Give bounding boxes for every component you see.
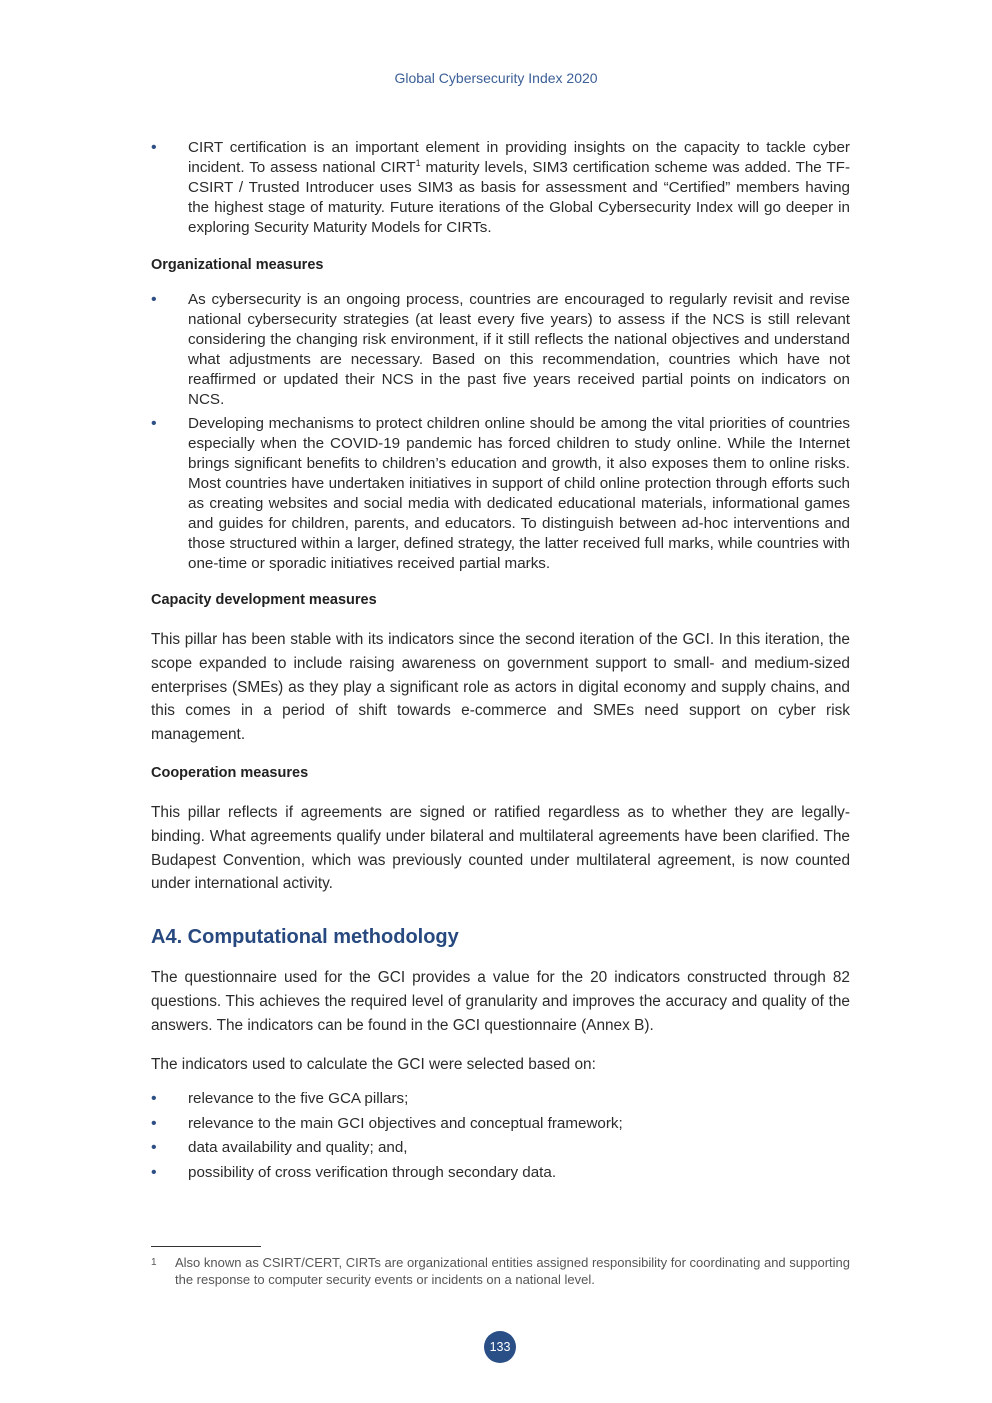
bullet-text: data availability and quality; and,	[188, 1139, 408, 1157]
footnote	[151, 1254, 850, 1288]
methodology-paragraph-1: The questionnaire used for the GCI provides a value for the 20 indicators constructed through 82 questions. This achieves the required level of granularity and improves the accuracy and quality of the answers. The indicators can be found in the GCI questionnaire (Annex B).	[151, 969, 850, 1034]
technical-bullet-list	[151, 138, 850, 238]
bullet-text: relevance to the five GCA pillars;	[188, 1090, 409, 1108]
cooperation-paragraph: This pillar reflects if agreements are signed or ratified regardless as to whether they are legally-binding. What agreements qualify under bilateral and multilateral agreements have been clarified. The Budapest Convention, which was previously counted under multilateral agreement, is now counted under international activity.	[151, 803, 850, 893]
capacity-paragraph: This pillar has been stable with its indicators since the second iteration of the GCI. In this iteration, the scope expanded to include raising awareness on government support to small- and medium-sized enterprises (SMEs) as they play a significant role as actors in digital economy and supply chains, and this comes in a period of shift towards e-commerce and SMEs need support on cyber risk management.	[151, 631, 850, 744]
bullet-icon: •	[151, 1139, 157, 1157]
bullet-icon: •	[151, 1163, 157, 1181]
capacity-heading: Capacity development measures	[151, 592, 377, 608]
section-title: A4. Computational methodology	[151, 926, 459, 949]
bullet-icon: •	[151, 291, 157, 308]
list-item	[151, 1114, 850, 1134]
bullet-text-part1: CIRT certification is an important element in providing insights on the capacity to tackle cyber incident. To assess national CIRT	[188, 139, 850, 176]
bullet-icon: •	[151, 139, 157, 156]
bullet-icon: •	[151, 415, 157, 432]
list-item	[151, 290, 850, 410]
methodology-paragraph-2: The indicators used to calculate the GCI were selected based on:	[151, 1055, 596, 1073]
list-item	[151, 1138, 850, 1158]
organizational-heading: Organizational measures	[151, 257, 324, 273]
footnote-ref[interactable]: 1	[415, 157, 421, 168]
methodology-bullet-list	[151, 1089, 850, 1183]
organizational-bullet-list	[151, 290, 850, 574]
page-content	[151, 138, 850, 1187]
footnote-divider	[151, 1246, 261, 1247]
footnote-text: Also known as CSIRT/CERT, CIRTs are organizational entities assigned responsibility for coordinating and supporting the response to computer security events or incidents on a national level.	[175, 1255, 850, 1287]
page-number-badge: 133	[484, 1331, 516, 1363]
list-item	[151, 138, 850, 238]
list-item	[151, 1089, 850, 1109]
list-item	[151, 414, 850, 574]
cooperation-heading: Cooperation measures	[151, 764, 309, 781]
bullet-text: Developing mechanisms to protect children online should be among the vital priorities of countries especially when the COVID-19 pandemic has forced children to study online. While the Internet brings significant benefits to children’s education and growth, it also exposes them to online risks. Most countries have undertaken initiatives in support of child online protection through efforts such as creating websites and social media with dedicated educational materials, informational games and guides for children, parents, and educators. To distinguish between ad-hoc interventions and those structured within a larger, defined strategy, the latter received full marks, while countries with one-time or sporadic initiatives received partial marks.	[188, 415, 850, 572]
bullet-icon: •	[151, 1090, 157, 1108]
list-item	[151, 1163, 850, 1183]
bullet-icon: •	[151, 1114, 157, 1132]
bullet-text-part2: maturity levels, SIM3 certification scheme was added. The TF-CSIRT / Trusted Introducer uses SIM3 as basis for assessment and “Certified” members having the highest stage of maturity. Future iterations of the Global Cybersecurity Index will go deeper in exploring Security Maturity Models for CIRTs.	[188, 159, 850, 236]
bullet-text: As cybersecurity is an ongoing process, countries are encouraged to regularly revisit and revise national cybersecurity strategies (at least every five years) to assess if the NCS is still relevant considering the changing risk environment, if it still reflects the national objectives and understand what adjustments are necessary. Based on this recommendation, countries which have not reaffirmed or updated their NCS in the past five years received partial points on indicators on NCS.	[188, 291, 850, 408]
footnote-number: 1	[151, 1257, 157, 1268]
running-header: Global Cybersecurity Index 2020	[394, 70, 598, 86]
bullet-text: possibility of cross verification through secondary data.	[188, 1163, 557, 1181]
bullet-text: relevance to the main GCI objectives and conceptual framework;	[188, 1114, 623, 1132]
